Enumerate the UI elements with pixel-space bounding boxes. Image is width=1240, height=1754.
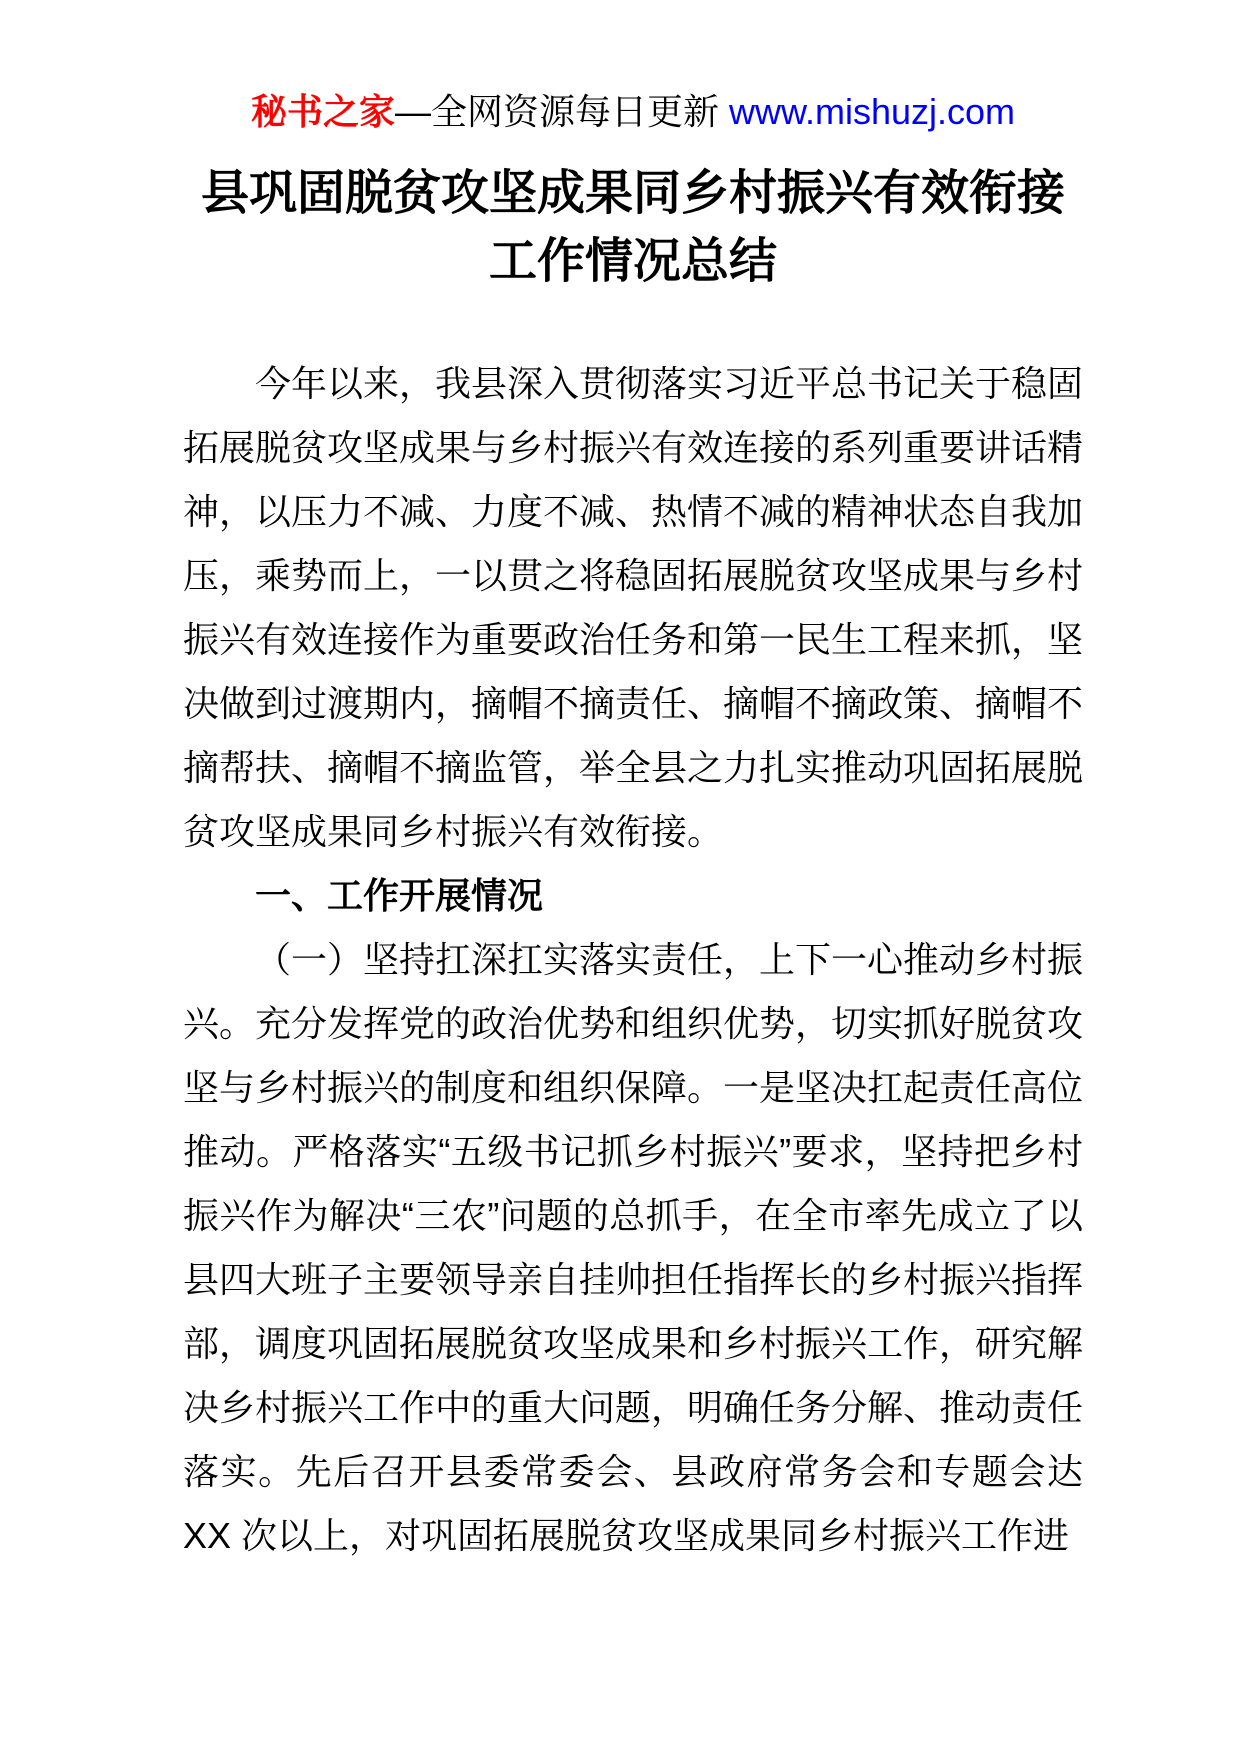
section-1-heading: 一、工作开展情况 [255,875,544,916]
site-tagline: 全网资源每日更新 [430,91,719,132]
site-url-link[interactable]: www.mishuzj.com [728,91,1016,132]
document-title [183,160,1083,296]
document-title-line-2: 工作情况总结 [488,235,777,288]
document-body [183,352,1083,1568]
site-name-dash: — [394,91,431,132]
site-name: 秘书之家 [250,91,395,132]
body-paragraph-2: （一）坚持扛深扛实落实责任，上下一心推动乡村振兴。充分发挥党的政治优势和组织优势，切实抓好脱贫攻坚与乡村振兴的制度和组织保障。一是坚决扛起责任高位推动。严格落实“五级书记抓乡村振兴”要求，坚持把乡村振兴作为解决“三农”问题的总抓手，在全市率先成立了以县四大班子主要领导亲自挂帅担任指挥长的乡村振兴指挥部，调度巩固拓展脱贫攻坚成果和乡村振兴工作，研究解决乡村振兴工作中的重大问题，明确任务分解、推动责任落实。先后召开县委常委会、县政府常务会和专题会达 XX 次以上，对巩固拓展脱贫攻坚成果同乡村振兴工作进 [183,939,1084,1556]
document-title-line-1: 县巩固脱贫攻坚成果同乡村振兴有效衔接 [200,167,1065,220]
site-header-banner [183,88,1083,136]
body-paragraph-1: 今年以来，我县深入贯彻落实习近平总书记关于稳固拓展脱贫攻坚成果与乡村振兴有效连接的系列重要讲话精神，以压力不减、力度不减、热情不减的精神状态自我加压，乘势而上，一以贯之将稳固拓展脱贫攻坚成果与乡村振兴有效连接作为重要政治任务和第一民生工程来抓，坚决做到过渡期内，摘帽不摘责任、摘帽不摘政策、摘帽不摘帮扶、摘帽不摘监管，举全县之力扎实推动巩固拓展脱贫攻坚成果同乡村振兴有效衔接。 [183,363,1084,852]
